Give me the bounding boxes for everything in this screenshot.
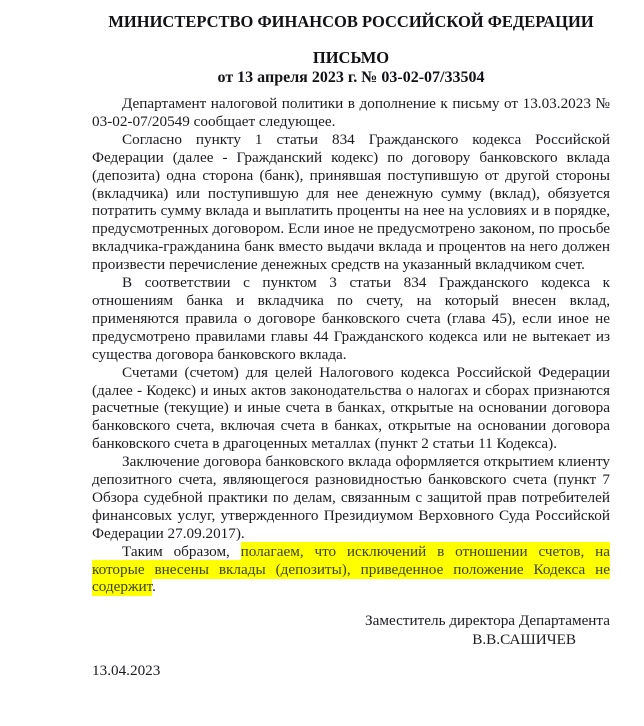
paragraph: Согласно пункту 1 статьи 834 Гражданского кодекса Российской Федерации (далее - Гражданский кодекс) по договору банковского вклада (депозита) одна сторона (банк), принявшая поступившую от другой стороны (вкладчика) или поступившую для нее денежную сумму (вклад), обязуется потратить сумму вклада и выплатить проценты на нее на условиях и в порядке, предусмотренных договором. Если иное не предусмотрено законом, по просьбе вкладчика-гражданина банк вместо выдачи вклада и процентов на него должен произвести перечисление денежных средств на указанный вкладчиком счет. xyxy=(92,130,610,274)
paragraph: Департамент налоговой политики в дополнение к письму от 13.03.2023 № 03-02-07/20549 сообщает следующее. xyxy=(92,95,610,130)
bottom-date: 13.04.2023 xyxy=(92,662,161,680)
signer-position: Заместитель директора Департамента xyxy=(365,612,610,630)
body-paragraphs xyxy=(92,95,610,596)
document-type-heading: ПИСЬМО xyxy=(312,48,390,67)
paragraph: Счетами (счетом) для целей Налогового кодекса Российской Федерации (далее - Кодекс) и иных актов законодательства о налогах и сборах признаются расчетные (текущие) и иные счета в банках, открытые на основании договора банковского счета, включая счета в банках, открытые на основании договора банковского счета в драгоценных металлах (пункт 2 статьи 11 Кодекса). xyxy=(92,363,610,453)
final-paragraph-suffix: . xyxy=(152,578,156,596)
signature-block xyxy=(92,612,610,649)
final-paragraph-prefix: Таким образом, xyxy=(122,542,241,560)
final-paragraph xyxy=(92,543,610,597)
signer-name: В.В.САШИЧЕВ xyxy=(472,630,576,648)
ministry-title: МИНИСТЕРСТВО ФИНАНСОВ РОССИЙСКОЙ ФЕДЕРАЦИИ xyxy=(108,12,594,31)
paragraph: В соответствии с пунктом 3 статьи 834 Гражданского кодекса к отношениям банка и вкладчика по счету, на который внесен вклад, применяются правила о договоре банковского счета (глава 45), если иное не предусмотрено правилами главы 44 Гражданского кодекса или не вытекает из существа договора банковского вклада. xyxy=(92,274,610,363)
paragraph: Заключение договора банковского вклада оформляется открытием клиенту депозитного счета, являющегося разновидностью банковского счета (пункт 7 Обзора судебной практики по делам, связанным с защитой прав потребителей финансовых услуг, утвержденного Президиумом Верховного Суда Российской Федерации 27.09.2017). xyxy=(92,453,610,542)
document-date-number: от 13 апреля 2023 г. № 03-02-07/33504 xyxy=(217,69,485,86)
highlighted-text: полагаем, что исключений в отношении счетов, на которые внесены вклады (депозиты), приведенное положение Кодекса не содержит xyxy=(92,542,610,596)
